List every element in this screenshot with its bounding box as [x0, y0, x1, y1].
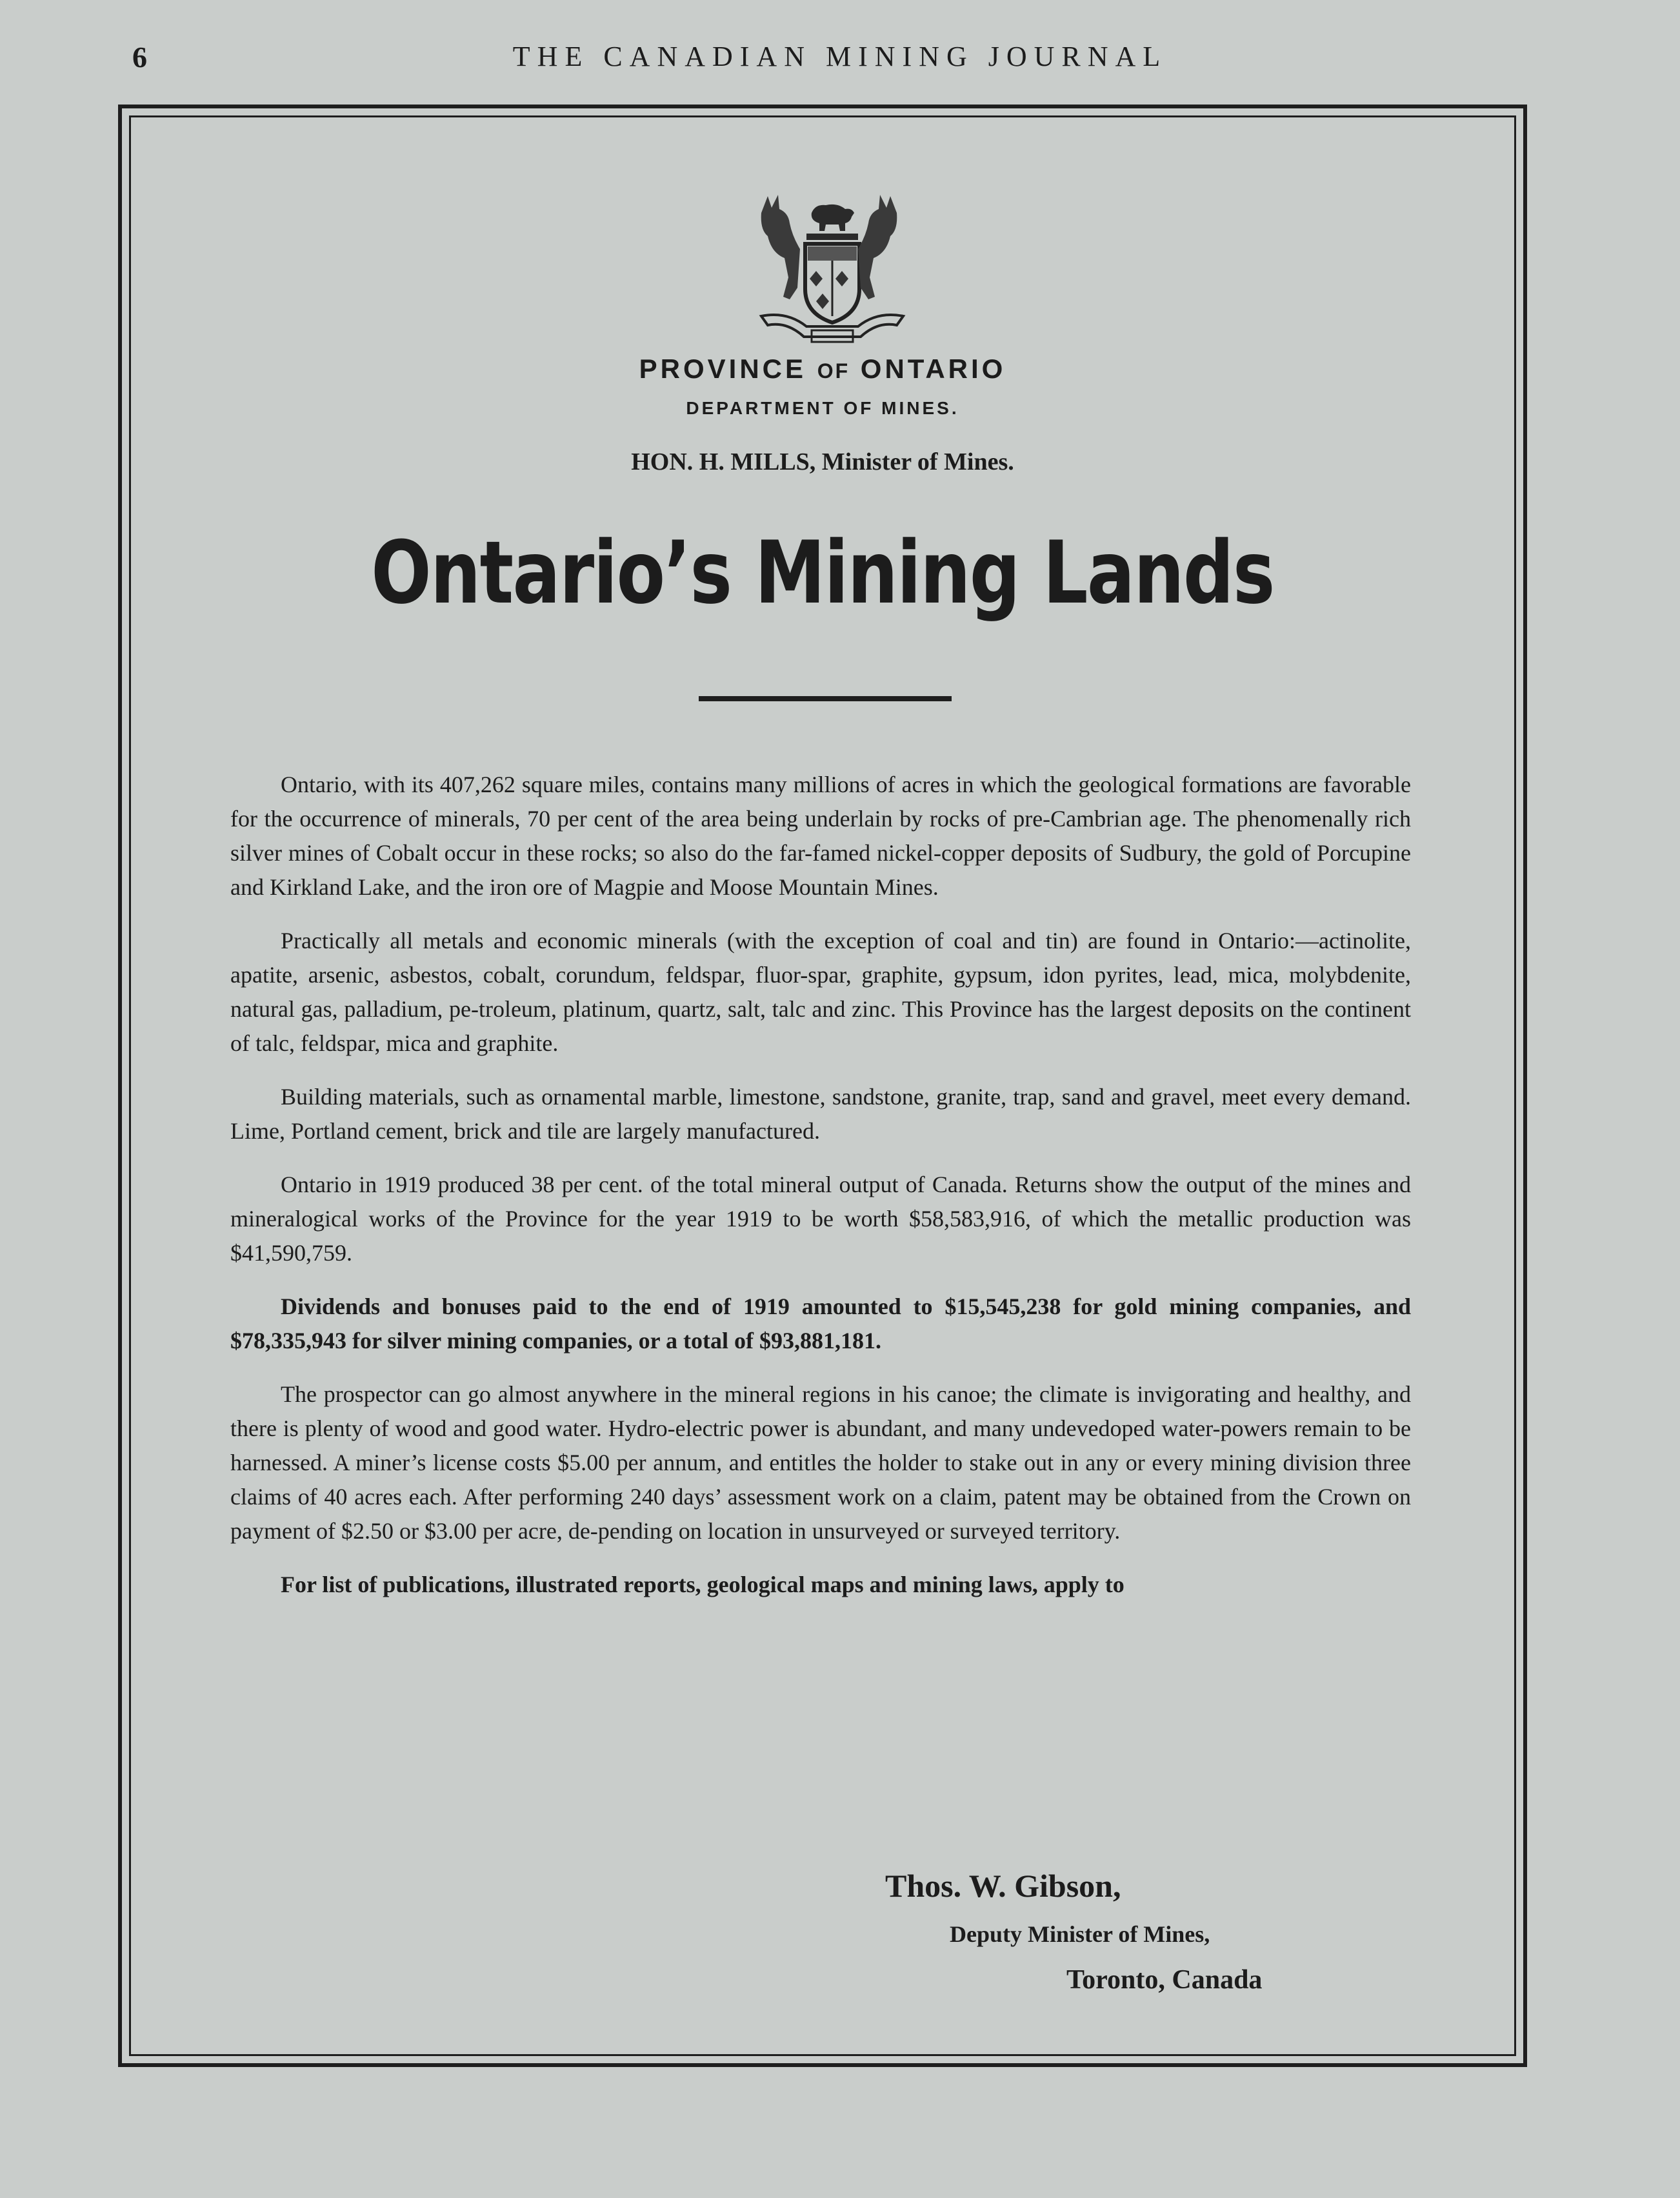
paragraph-building-materials: Building materials, such as ornamental marble, limestone, sandstone, granite, trap, sand and gravel, meet every demand. Lime, Portland cement, brick and tile are largely manufactured.: [230, 1084, 1411, 1144]
paragraph-prospector: The prospector can go almost anywhere in the mineral regions in his canoe; the climate is invigorating and healthy, and there is plenty of wood and good water. Hydro-electric power is abundant, and many undevedoped water-powers remain to be harnessed. A miner’s license costs $5.00 per annum, and entitles the holder to stake out in any or every mining division three claims of 40 acres each. After performing 240 days’ assessment work on a claim, patent may be obtained from the Crown on payment of $2.50 or $3.00 per acre, de-pending on location in unsurveyed or surveyed territory.: [230, 1381, 1411, 1544]
signature-title: Deputy Minister of Mines,: [950, 1921, 1210, 1947]
ad-headline: Ontario’s Mining Lands: [371, 523, 1274, 623]
province-of: OF: [817, 359, 850, 383]
province-word: PROVINCE: [639, 354, 807, 384]
journal-title: THE CANADIAN MINING JOURNAL: [512, 41, 1168, 72]
paragraph-minerals: Practically all metals and economic minerals (with the exception of coal and tin) are found in Ontario:—actinolite, apatite, arsenic, asbestos, cobalt, corundum, feldspar, fluor-spar, graphite, gypsum, idon pyrites, lead, mica, molybdenite, natural gas, palladium, pe-troleum, platinum, quartz, salt, talc and zinc. This Province has the largest deposits on the continent of talc, feldspar, mica and graphite.: [230, 928, 1411, 1056]
department-line: DEPARTMENT OF MINES.: [686, 398, 959, 418]
minister-line: HON. H. MILLS, Minister of Mines.: [631, 448, 1014, 475]
paragraph-production: Ontario in 1919 produced 38 per cent. of the total mineral output of Canada. Returns show the output of the mines and mineralogical works of the Province for the year 1919 to be worth $58,583,916, of which the metallic production was $41,590,759.: [230, 1172, 1411, 1266]
signature-place: Toronto, Canada: [1066, 1965, 1263, 1995]
province-name: ONTARIO: [860, 354, 1006, 384]
signature-name: Thos. W. Gibson,: [885, 1868, 1121, 1904]
ontario-coat-of-arms-icon: [735, 187, 923, 348]
paragraph-dividends: Dividends and bonuses paid to the end of 1919 amounted to $15,545,238 for gold mining companies, and $78,335,943 for silver mining companies, or a total of $93,881,181.: [230, 1294, 1411, 1354]
page-number: 6: [132, 41, 147, 74]
ad-body: [230, 768, 1411, 1621]
paragraph-apply: For list of publications, illustrated reports, geological maps and mining laws, apply to: [281, 1572, 1125, 1597]
headline-rule: [699, 696, 952, 701]
province-line: [129, 354, 1516, 385]
paragraph-overview: Ontario, with its 407,262 square miles, contains many millions of acres in which the geological formations are favorable for the occurrence of minerals, 70 per cent of the area being underlain by rocks of pre-Cambrian age. The phenomenally rich silver mines of Cobalt occur in these rocks; so also do the far-famed nickel-copper deposits of Sudbury, the gold of Porcupine and Kirkland Lake, and the iron ore of Magpie and Moose Mountain Mines.: [230, 772, 1411, 900]
page-header: [0, 40, 1680, 79]
